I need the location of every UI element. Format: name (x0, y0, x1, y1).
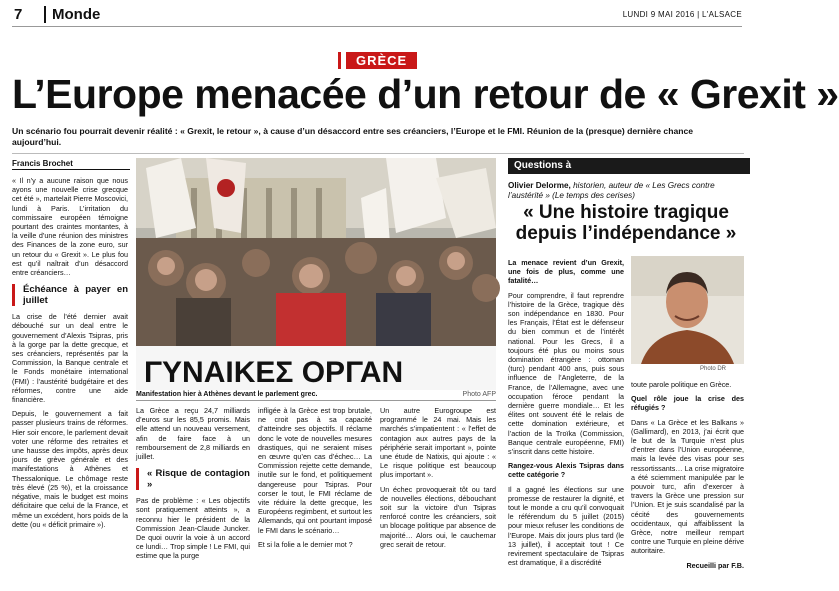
portrait-photo (631, 256, 744, 364)
portrait-credit: Photo DR (700, 366, 727, 372)
column-3 (258, 406, 372, 554)
separator (12, 153, 744, 154)
answer: Pour comprendre, il faut reprendre l’histoire de la Grèce, tragique dès son indépendance en 1830. Pour les Français, l’État est le défenseur du bien commun et de l’intérêt national. Pour les Grecs, il a toujours été plus ou moins sous domination étrangère : ottoman (turc) pendant 400 ans, puis sous influence de l’Angleterre, de la France, de l’Allemagne, avec une occupation féroce pendant la dernière guerre mondiale… Et les élites ont souvent été le relais de cette domination extérieure, et l’action de la Troïka (Commission, Banque centrale européenne, FMI) s’inscrit dans cette histoire. (508, 290, 624, 457)
protest-photo (136, 158, 496, 390)
kicker: GRÈCE (346, 52, 417, 69)
answer: toute parole politique en Grèce. (631, 380, 732, 389)
interview-col-1 (508, 258, 624, 573)
header-rule (12, 26, 742, 27)
subhead: « Risque de contagion » (136, 468, 250, 490)
answer: Il a gagné les élections sur une promesse de restaurer la dignité, et tout le monde a cru qu’il convoquait le référendum du 5 juillet (2015) pour mieux refuser les conditions de l’Europe. Mais dix jours plus tard (le 13 juillet), il acceptait tout ! Ce revirement spectaculaire de Tsipras est dramatique, il a discrédité (508, 484, 624, 568)
paragraph: infligée à la Grèce est trop brutale, ne croit pas à sa capacité d’atteindre ses objectifs. Il réclame donc le vote de nouvelles mesures drastiques, qui ne seraient mises en œuvre qu’en cas d’échec… La Commission rejette cette demande, inutile sur le fond, et politiquement dangereuse pour Tsipras. Pour corser le tout, le FMI réclame de vite réduire la dette grecque, les Européens regimbent, et surtout les Allemands, qui ont pourtant imposé le FMI dans le scénario… (258, 406, 372, 535)
byline-rule (12, 169, 130, 170)
photo-caption: Manifestation hier à Athènes devant le parlement grec. (136, 391, 318, 398)
signature: Recueilli par F.B. (686, 560, 744, 570)
interview-title: « Une histoire tragique depuis l’indépendance » (515, 202, 737, 244)
headline: L’Europe menacée d’un retour de « Grexit » (12, 71, 839, 117)
question: Quel rôle joue la crise des réfugiés ? (631, 394, 744, 413)
paragraph: Et si la folie a le dernier mot ? (258, 539, 353, 549)
date-and-paper: LUNDI 9 MAI 2016 | L'ALSACE (622, 10, 742, 19)
question: Rangez-vous Alexis Tsipras dans cette catégorie ? (508, 461, 624, 480)
interviewee-name: Olivier Delorme, (508, 181, 571, 190)
caption-rule (136, 400, 496, 401)
kicker-bar-right (407, 52, 410, 69)
interview-col-2 (631, 380, 744, 575)
answer: Dans « La Grèce et les Balkans » (Gallimard), en 2013, j’ai écrit que le but de la Turquie n’est plus d’entrer dans l’Union européenne, mais la levée des visas pour ses ressortissants… La crise migratoire a été sciemment manipulée par le pouvoir turc, afin d’exercer à travers la Grèce une pression sur l’Union. Et je suis scandalisé par la cécité des gouvernements occidentaux, qui affaiblissent la Grèce, notre meilleur rempart contre une Turquie en pleine dérive autoritaire. (631, 417, 744, 556)
question: La menace revient d’un Grexit, une fois de plus, comme une fatalité… (508, 258, 624, 286)
paragraph: « Il n’y a aucune raison que nous ayons une nouvelle crise grecque cet été », martelait Pierre Moscovici, lundi à Paris. L’irritation du commissaire européen témoigne pourtant des craintes montantes, à la veille d’une réunion des ministres des Finances de la zone euro, sur un retour du « Grexit ». Le plus fou est qu’il naîtrait d’un désaccord entre créanciers… (12, 176, 128, 278)
paragraph: La Grèce a reçu 24,7 milliards d’euros sur les 85,5 promis. Mais elle attend un nouveau versement, afin de faire face à un remboursement de 2,8 milliards en juillet. (136, 406, 250, 462)
standfirst: Un scénario fou pourrait devenir réalité : « Grexit, le retour », à cause d’un désaccord entre ses créanciers, l’Europe et le FMI. Réunion de la (presque) dernière chance aujourd’hui. (12, 126, 694, 147)
page-number: 7 (14, 6, 23, 23)
photo-credit: Photo AFP (462, 391, 496, 398)
interview-label: Questions à (508, 158, 750, 174)
byline: Francis Brochet (12, 159, 73, 168)
paragraph: Un échec provoquerait tôt ou tard de nouvelles élections, débouchant soit sur la victoire d’un Tsipras renforcé contre les créanciers, soit un blocage politique par absence de majorité… Alors oui, le cauchemar grec serait de retour. (380, 484, 496, 549)
column-2 (136, 406, 250, 566)
section-name: Monde (44, 6, 100, 23)
interviewee-desc: historien, auteur de « Les Grecs contre l’austérité » (Le temps des cerises) (508, 181, 715, 200)
interviewee (508, 181, 744, 201)
paragraph: La crise de l’été dernier avait débouché sur un deal entre le gouvernement d’Alexis Tsipras, pris à la gorge par la dette grecque, et ses créanciers, représentés par la Commission, la Banque centrale et le Fonds monétaire international (FMI) : l’austérité budgétaire et des réformes, contre une aide financière. (12, 312, 128, 405)
kicker-bar-left (338, 52, 341, 69)
paragraph: Depuis, le gouvernement a fait passer plusieurs trains de réformes. Hier soir encore, le parlement devait voter une réforme des retraites et une hausse des impôts, après deux jours de grève générale et des manifestations à Athènes et Thessalonique. Le chômage reste très élevé (25 %), et la croissance négative, mais le budget est moins déficitaire que celui de la France, et même un excédent, hors poids de la dette (ou « déficit primaire »). (12, 409, 128, 529)
column-4 (380, 406, 496, 554)
paragraph: Pas de problème : « Les objectifs sont pratiquement atteints », a reconnu hier le président de la Commission Jean-Claude Juncker. De quoi ouvrir la voie à un accord ce lundi… Trop simple ! Le FMI, qui estime que la purge (136, 496, 250, 561)
photo-caption-row (136, 391, 496, 398)
column-1 (12, 176, 128, 534)
banner-text: ΓΥΝΑΙΚΕΣ ΟΡΓΑΝ (144, 356, 404, 389)
paragraph: Un autre Eurogroupe est programmé le 24 mai. Mais les marchés s’impatientent : « l’effet de contagion aux autres pays de la périphérie serait important », pointe une étude de Natixis, qui ajoute : « Le risque politique est beaucoup plus important ». (380, 406, 496, 480)
subhead: Échéance à payer en juillet (12, 284, 128, 306)
